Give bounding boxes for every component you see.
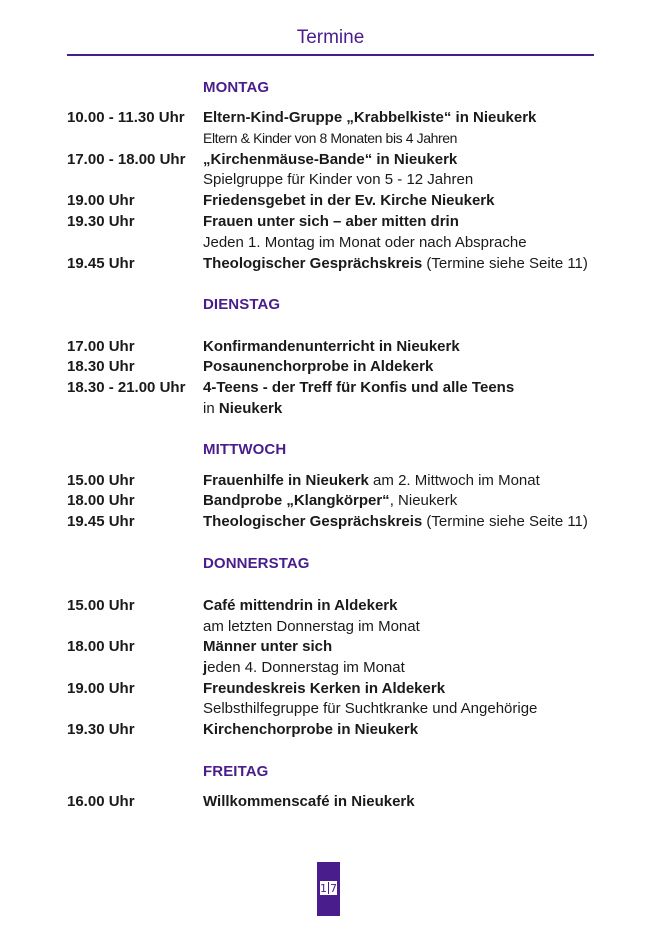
entry-note: Selbsthilfegruppe für Suchtkranke und Angehörige	[203, 700, 538, 717]
title-divider	[67, 54, 594, 56]
day-heading-mittwoch: MITTWOCH	[203, 441, 287, 458]
entry-suffix: am 2. Mittwoch im Monat	[368, 472, 540, 489]
entry-line-2-plain: in	[203, 400, 215, 417]
entry-line	[203, 492, 457, 509]
entry-title: Kirchenchorprobe in Nieukerk	[203, 721, 419, 738]
entry-time: 19.30 Uhr	[67, 721, 135, 738]
day-heading-freitag: FREITAG	[203, 763, 269, 780]
entry-title: Posaunenchorprobe in Aldekerk	[203, 358, 434, 375]
entry-title: Freundeskreis Kerken in Aldekerk	[203, 680, 446, 697]
entry-time: 18.00 Uhr	[67, 492, 135, 509]
page-number-digit-1: 1	[320, 881, 327, 895]
entry-line	[203, 255, 588, 272]
page-title: Termine	[296, 27, 365, 48]
entry-title: 4-Teens - der Treff für Konfis und alle Teens	[203, 379, 515, 396]
entry-note: Spielgruppe für Kinder von 5 - 12 Jahren	[203, 171, 474, 188]
entry-note: Jeden 1. Montag im Monat oder nach Absprache	[203, 234, 527, 251]
entry-note-line	[203, 659, 405, 676]
entry-title: Frauen unter sich – aber mitten drin	[203, 213, 459, 230]
entry-time: 15.00 Uhr	[67, 597, 135, 614]
entry-time: 18.00 Uhr	[67, 638, 135, 655]
entry-line-2	[203, 400, 282, 417]
entry-time: 17.00 - 18.00 Uhr	[67, 151, 186, 168]
entry-title: Konfirmandenunterricht in Nieukerk	[203, 338, 460, 355]
entry-note: eden 4. Donnerstag im Monat	[207, 659, 405, 676]
day-heading-donnerstag: DONNERSTAG	[203, 555, 310, 572]
day-heading-dienstag: DIENSTAG	[203, 296, 281, 313]
entry-title: Männer unter sich	[203, 638, 333, 655]
entry-time: 15.00 Uhr	[67, 472, 135, 489]
entry-line	[203, 513, 588, 530]
entry-note: am letzten Donnerstag im Monat	[203, 618, 420, 635]
entry-title: Theologischer Gesprächskreis	[203, 513, 423, 530]
entry-note: Eltern & Kinder von 8 Monaten bis 4 Jahren	[203, 130, 458, 146]
entry-suffix: , Nieukerk	[389, 492, 458, 509]
entry-line	[203, 472, 540, 489]
entry-time: 18.30 Uhr	[67, 358, 135, 375]
entry-title: Friedensgebet in der Ev. Kirche Nieukerk	[203, 192, 495, 209]
entry-time: 17.00 Uhr	[67, 338, 135, 355]
entry-time: 16.00 Uhr	[67, 793, 135, 810]
entry-time: 19.45 Uhr	[67, 255, 135, 272]
page-number-digit-2: 7	[330, 881, 337, 895]
entry-title: Frauenhilfe in Nieukerk	[203, 472, 369, 489]
entry-suffix: (Termine siehe Seite 11)	[422, 513, 588, 530]
entry-time: 19.45 Uhr	[67, 513, 135, 530]
entry-title: „Kirchenmäuse-Bande“ in Nieukerk	[203, 151, 458, 168]
entry-time: 19.00 Uhr	[67, 680, 135, 697]
entry-title: Eltern-Kind-Gruppe „Krabbelkiste“ in Nieukerk	[203, 109, 537, 126]
entry-time: 18.30 - 21.00 Uhr	[67, 379, 186, 396]
page-number-separator	[328, 882, 329, 894]
entry-time: 10.00 - 11.30 Uhr	[67, 109, 185, 126]
entry-title: Willkommenscafé in Nieukerk	[203, 793, 415, 810]
page-number	[320, 881, 337, 895]
entry-title: Bandprobe „Klangkörper“	[203, 492, 390, 509]
entry-title: Café mittendrin in Aldekerk	[203, 597, 398, 614]
entry-time: 19.30 Uhr	[67, 213, 135, 230]
entry-suffix: (Termine siehe Seite 11)	[422, 255, 588, 272]
entry-title: Theologischer Gesprächskreis	[203, 255, 423, 272]
entry-time: 19.00 Uhr	[67, 192, 135, 209]
entry-note-prefix: j	[203, 659, 208, 676]
entry-line-2-bold: Nieukerk	[214, 400, 283, 417]
day-heading-montag: MONTAG	[203, 79, 270, 96]
